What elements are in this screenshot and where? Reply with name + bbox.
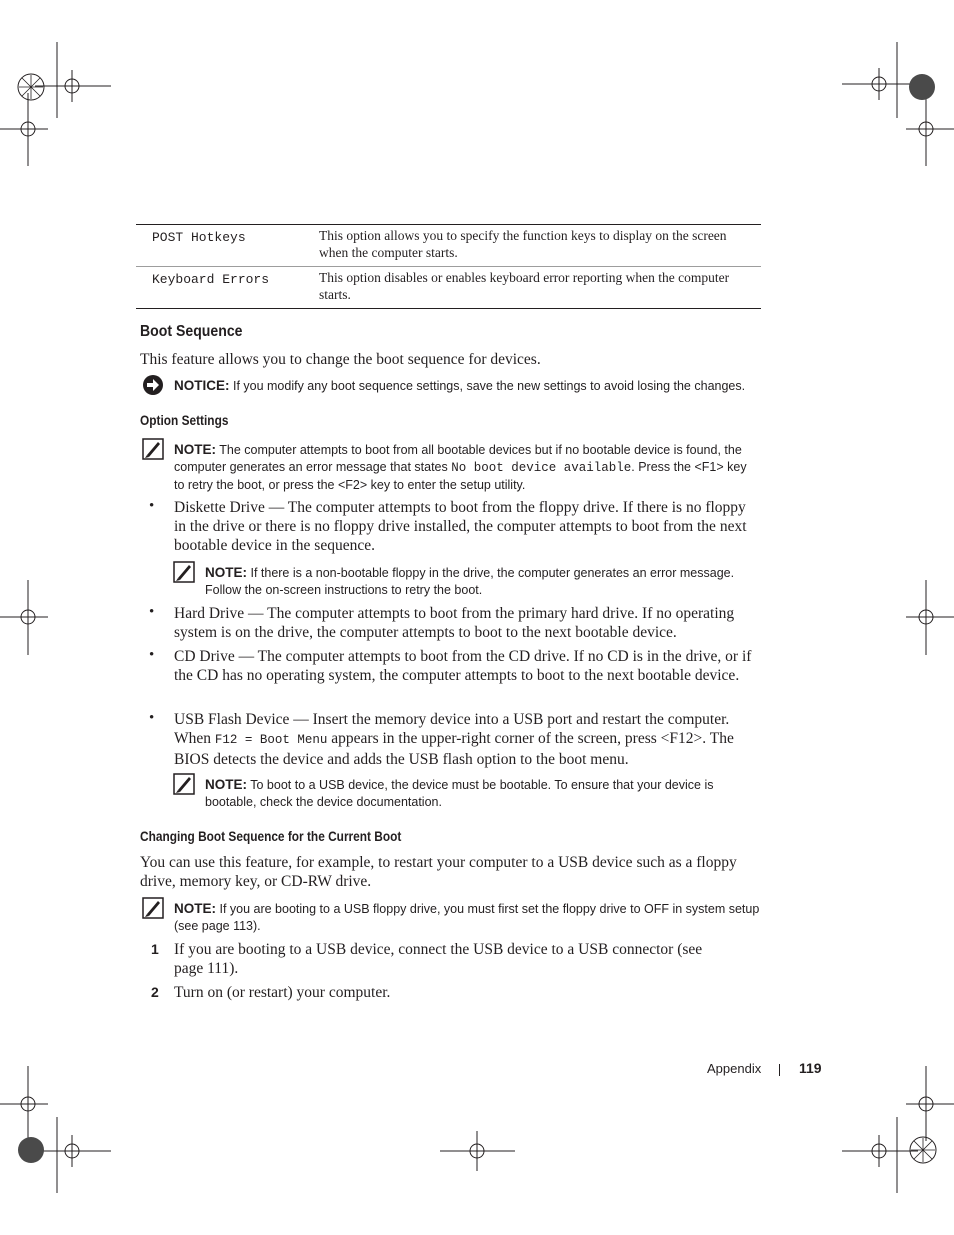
bullet-term: USB Flash Device — bbox=[174, 711, 309, 728]
step-text: Turn on (or restart) your computer. bbox=[174, 984, 391, 1001]
note-body-end: . Press the <F1> key to retry the boot, or press the <F2> key to enter the setup utility. bbox=[174, 460, 747, 492]
note-pencil-icon bbox=[173, 773, 195, 795]
notice-label: NOTICE: bbox=[174, 378, 230, 393]
note-body: If there is a non-bootable floppy in the drive, the computer generates an error message. Follow the on-screen instructions to retry the boot. bbox=[205, 566, 735, 597]
bullet-marker: • bbox=[149, 710, 155, 726]
subsection-title: Changing Boot Sequence for the Current Boot bbox=[140, 829, 402, 844]
section-intro: This feature allows you to change the boot sequence for devices. bbox=[140, 351, 541, 368]
option-table bbox=[136, 224, 761, 309]
note-body: The computer attempts to boot from all bootable devices but if no bootable device is found, the computer generates an error message that states bbox=[174, 443, 742, 474]
table-row bbox=[136, 266, 761, 308]
step-number: 1 bbox=[151, 941, 159, 957]
table-row bbox=[136, 225, 761, 266]
step-number: 2 bbox=[151, 984, 159, 1000]
footer-section: Appendix bbox=[707, 1061, 762, 1076]
option-name: POST Hotkeys bbox=[152, 230, 246, 245]
note-pencil-icon bbox=[173, 561, 195, 583]
note-text bbox=[174, 900, 762, 935]
footer-divider bbox=[779, 1064, 780, 1076]
note-pencil-icon bbox=[142, 438, 164, 460]
note-pencil-icon bbox=[142, 897, 164, 919]
note-body: To boot to a USB device, the device must be bootable. To ensure that your device is bootable, check the device documentation. bbox=[205, 778, 714, 809]
list-item bbox=[174, 647, 758, 685]
bullet-term: Diskette Drive — bbox=[174, 499, 285, 516]
note-text bbox=[205, 564, 760, 599]
note-label: NOTE: bbox=[205, 777, 247, 792]
list-item bbox=[174, 498, 758, 555]
option-description: This option disables or enables keyboard error reporting when the computer starts. bbox=[319, 270, 730, 302]
bullet-marker: • bbox=[149, 498, 155, 514]
bullet-marker: • bbox=[149, 647, 155, 663]
list-item bbox=[174, 604, 758, 642]
bullet-text: — The computer attempts to boot from the CD drive. If no CD is in the drive, or if the CD has no operating system, the computer attempts to boot to the next bootable device. bbox=[174, 648, 752, 684]
notice-arrow-icon bbox=[141, 374, 165, 396]
bullet-text: Insert the memory device into a USB port and restart the computer. When bbox=[174, 711, 730, 747]
bullet-term: Hard Drive bbox=[174, 605, 245, 622]
bullet-text: — The computer attempts to boot from the primary hard drive. If no operating system is on the drive, the computer attempts to boot to the next bootable device. bbox=[174, 605, 735, 641]
note-label: NOTE: bbox=[174, 901, 216, 916]
section-title: Boot Sequence bbox=[140, 323, 243, 340]
step-text: If you are booting to a USB device, connect the USB device to a USB connector (see page 111). bbox=[174, 941, 703, 977]
bullet-code: F12 = Boot Menu bbox=[214, 733, 328, 747]
option-name: Keyboard Errors bbox=[152, 272, 270, 287]
note-text bbox=[205, 776, 760, 811]
list-item bbox=[174, 710, 758, 769]
note-text bbox=[174, 441, 759, 494]
note-body: If you are booting to a USB floppy drive, you must first set the floppy drive to OFF in system setup (see page 113). bbox=[174, 902, 760, 933]
note-label: NOTE: bbox=[174, 442, 216, 457]
notice-body: If you modify any boot sequence settings, save the new settings to avoid losing the changes. bbox=[229, 379, 746, 393]
option-description: This option allows you to specify the function keys to display on the screen when the computer starts. bbox=[319, 228, 727, 260]
bullet-term: CD Drive bbox=[174, 648, 235, 665]
subsection-title: Option Settings bbox=[140, 413, 229, 428]
page-number: 119 bbox=[799, 1060, 822, 1076]
note-code: No boot device available bbox=[451, 461, 632, 475]
bullet-marker: • bbox=[149, 604, 155, 620]
bullet-text: The computer attempts to boot from the floppy drive. If there is no floppy in the drive or there is no floppy drive installed, the computer attempts to boot from the next bootable device in the sequence. bbox=[174, 499, 747, 554]
bullet-text-end: appears in the upper-right corner of the screen, press <F12>. The BIOS detects the device and adds the USB flash option to the boot menu. bbox=[174, 730, 734, 768]
notice-text bbox=[174, 377, 764, 395]
note-label: NOTE: bbox=[205, 565, 247, 580]
subsection-intro: You can use this feature, for example, to restart your computer to a USB device such as a floppy drive, memory key, or CD-RW drive. bbox=[140, 854, 737, 890]
